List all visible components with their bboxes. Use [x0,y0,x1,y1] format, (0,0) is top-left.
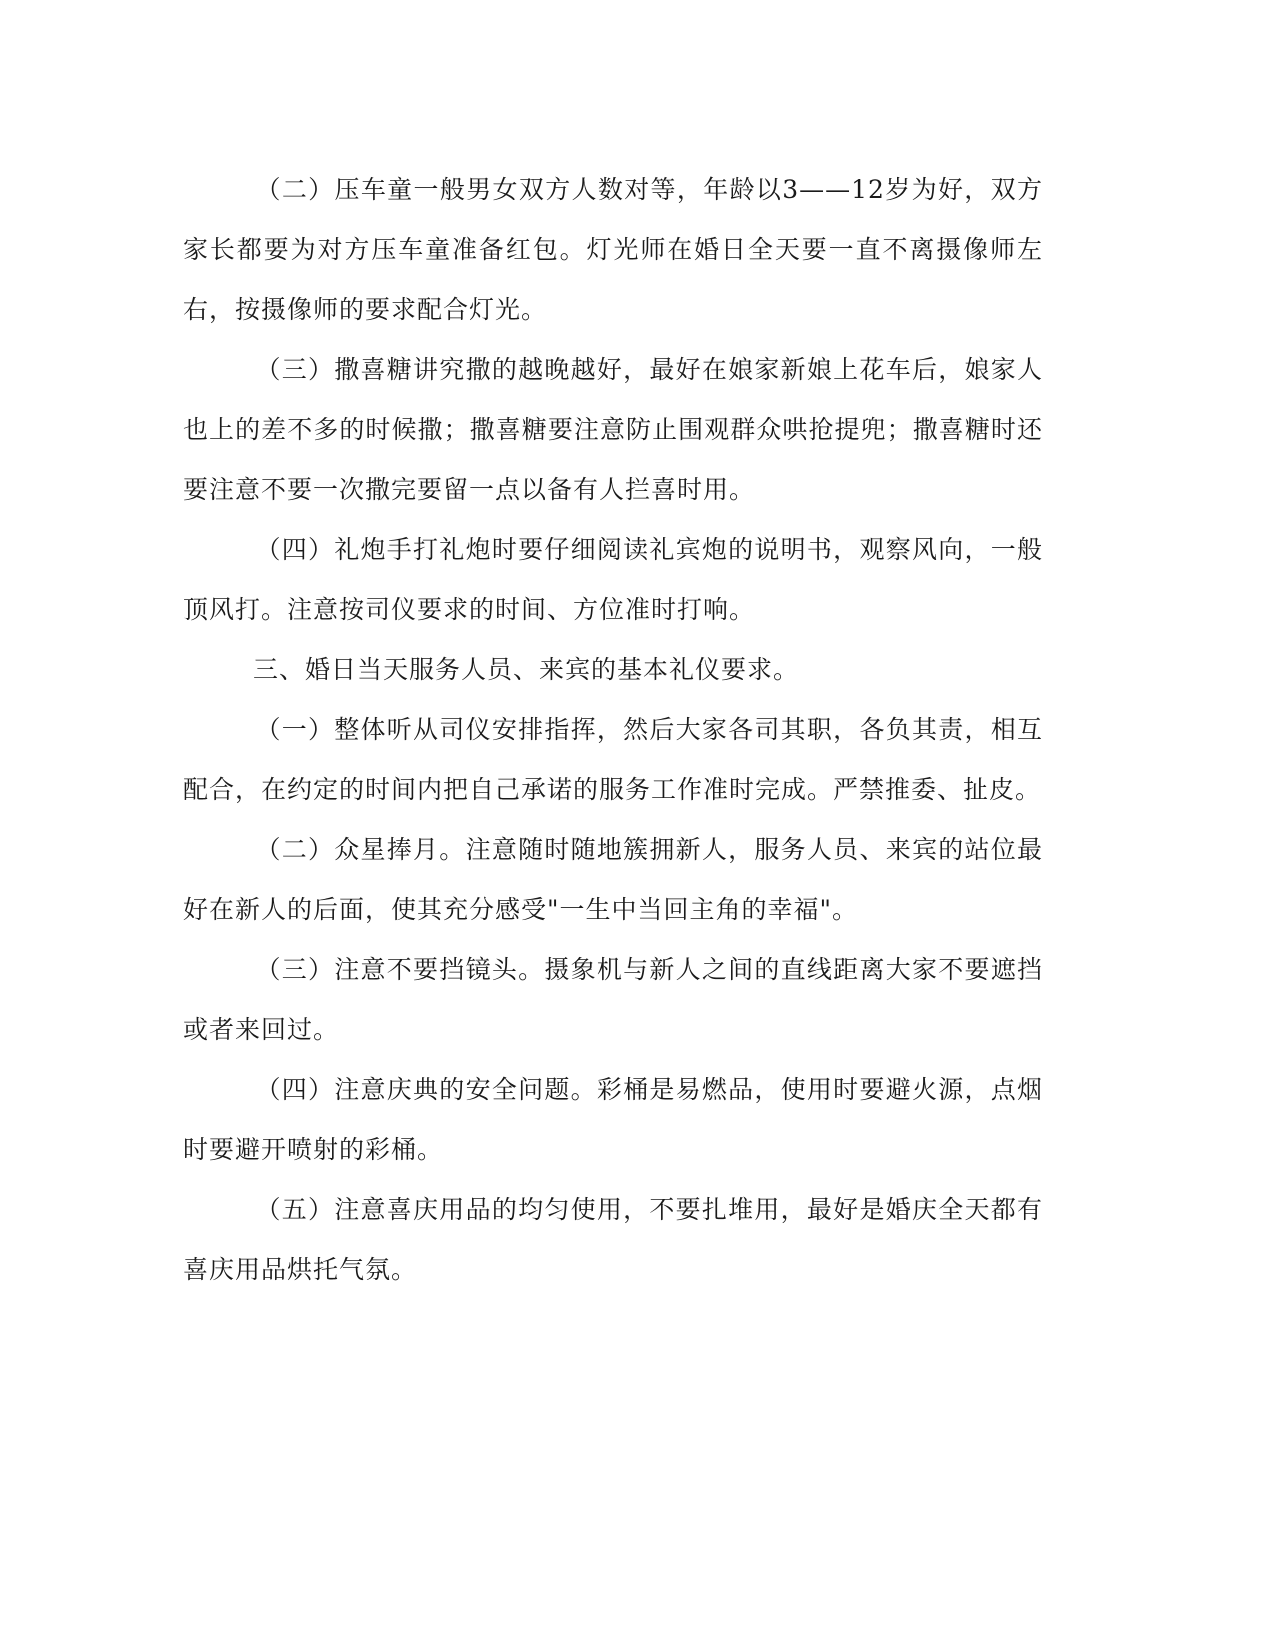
section-heading-etiquette: 三、婚日当天服务人员、来宾的基本礼仪要求。 [253,655,800,684]
paragraph-salute-cannon: （四）礼炮手打礼炮时要仔细阅读礼宾炮的说明书，观察风向，一般顶风打。注意按司仪要求的时间、方位准时打响。 [183,535,1043,624]
paragraph-car-children: （二）压车童一般男女双方人数对等，年龄以3——12岁为好，双方家长都要为对方压车童准备红包。灯光师在婚日全天要一直不离摄像师左右，按摄像师的要求配合灯光。 [183,175,1043,324]
paragraph-surround-couple: （二）众星捧月。注意随时随地簇拥新人，服务人员、来宾的站位最好在新人的后面，使其充分感受"一生中当回主角的幸福"。 [183,835,1043,924]
paragraph-wedding-candy: （三）撒喜糖讲究撒的越晚越好，最好在娘家新娘上花车后，娘家人也上的差不多的时候撒；撒喜糖要注意防止围观群众哄抢提兜；撒喜糖时还要注意不要一次撒完要留一点以备有人拦喜时用。 [183,355,1043,504]
paragraph-safety: （四）注意庆典的安全问题。彩桶是易燃品，使用时要避火源，点烟时要避开喷射的彩桶。 [183,1075,1043,1164]
paragraph-festive-items: （五）注意喜庆用品的均匀使用，不要扎堆用，最好是婚庆全天都有喜庆用品烘托气氛。 [183,1195,1043,1284]
paragraph-camera-view: （三）注意不要挡镜头。摄象机与新人之间的直线距离大家不要遮挡或者来回过。 [183,955,1043,1044]
document-body [183,160,1043,1300]
paragraph-follow-host: （一）整体听从司仪安排指挥，然后大家各司其职，各负其责，相互配合，在约定的时间内把自己承诺的服务工作准时完成。严禁推委、扯皮。 [183,715,1043,804]
